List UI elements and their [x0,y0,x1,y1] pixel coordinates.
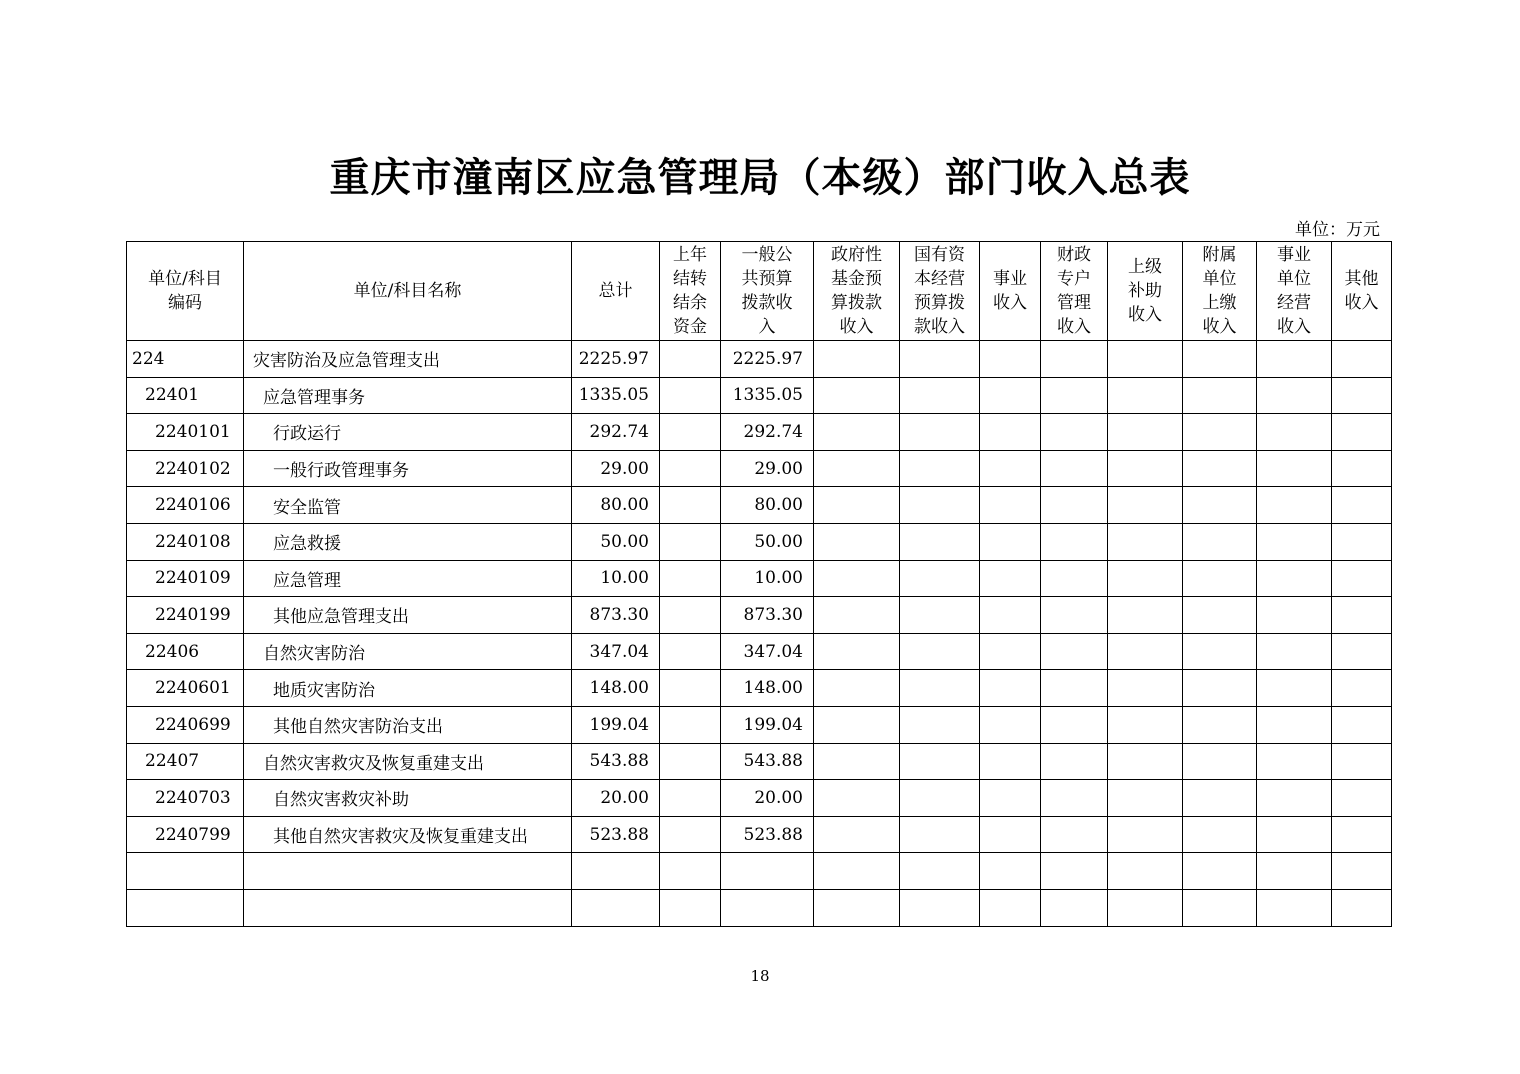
cell-empty [980,633,1041,670]
cell-name: 灾害防治及应急管理支出 [244,341,572,378]
cell-name: 自然灾害救灾补助 [244,780,572,817]
cell-empty [1183,706,1257,743]
cell-carryover [660,853,721,890]
cell-carryover [660,597,721,634]
table-row [127,597,1392,634]
cell-empty [1041,377,1108,414]
header-special-account: 财政 专户 管理 收入 [1041,242,1108,341]
cell-empty [900,706,980,743]
header-total: 总计 [572,242,660,341]
cell-code: 2240199 [127,597,244,634]
cell-empty [900,450,980,487]
cell-empty [1332,889,1392,926]
cell-empty [1108,633,1183,670]
cell-empty [1183,889,1257,926]
header-state-capital: 国有资 本经营 预算拨 款收入 [900,242,980,341]
cell-empty [980,853,1041,890]
cell-code: 22407 [127,743,244,780]
cell-general-budget: 873.30 [721,597,814,634]
header-business-income: 事业 收入 [980,242,1041,341]
cell-empty [1257,414,1332,451]
cell-empty [1041,853,1108,890]
cell-total: 543.88 [572,743,660,780]
table-row [127,743,1392,780]
cell-general-budget: 1335.05 [721,377,814,414]
cell-empty [1108,341,1183,378]
cell-empty [1183,341,1257,378]
cell-general-budget: 2225.97 [721,341,814,378]
table-row [127,780,1392,817]
cell-total: 2225.97 [572,341,660,378]
cell-total: 148.00 [572,670,660,707]
cell-empty [900,780,980,817]
cell-empty [1332,414,1392,451]
cell-empty [1332,341,1392,378]
cell-name: 行政运行 [244,414,572,451]
cell-empty [1041,816,1108,853]
cell-empty [1041,706,1108,743]
header-carryover: 上年 结转 结余 资金 [660,242,721,341]
cell-empty [1108,597,1183,634]
cell-empty [1257,487,1332,524]
cell-empty [900,487,980,524]
cell-empty [1108,670,1183,707]
cell-empty [1041,523,1108,560]
cell-empty [814,597,900,634]
cell-carryover [660,706,721,743]
cell-empty [1332,597,1392,634]
cell-carryover [660,670,721,707]
cell-empty [1257,633,1332,670]
cell-general-budget [721,853,814,890]
table-row [127,853,1392,890]
cell-carryover [660,414,721,451]
cell-total: 292.74 [572,414,660,451]
cell-empty [1108,706,1183,743]
cell-empty [1257,450,1332,487]
cell-empty [1257,816,1332,853]
cell-name: 应急救援 [244,523,572,560]
cell-empty [1257,341,1332,378]
cell-empty [900,816,980,853]
cell-empty [1108,414,1183,451]
cell-empty [980,743,1041,780]
cell-name [244,853,572,890]
cell-empty [980,597,1041,634]
table-row [127,523,1392,560]
cell-empty [1183,487,1257,524]
table-row [127,816,1392,853]
cell-empty [1041,633,1108,670]
header-gov-fund: 政府性 基金预 算拨款 收入 [814,242,900,341]
cell-empty [814,487,900,524]
table-row [127,670,1392,707]
cell-empty [1332,633,1392,670]
table-row [127,341,1392,378]
cell-code: 2240699 [127,706,244,743]
cell-empty [1183,816,1257,853]
cell-empty [1183,377,1257,414]
cell-empty [814,889,900,926]
cell-empty [814,670,900,707]
cell-total: 10.00 [572,560,660,597]
cell-empty [1257,853,1332,890]
cell-carryover [660,743,721,780]
cell-empty [980,414,1041,451]
cell-empty [980,670,1041,707]
table-row [127,706,1392,743]
cell-empty [1332,743,1392,780]
unit-label: 单位：万元 [1295,220,1380,240]
cell-empty [1108,523,1183,560]
cell-empty [900,560,980,597]
cell-name [244,889,572,926]
cell-empty [900,633,980,670]
cell-empty [814,560,900,597]
table-row [127,450,1392,487]
cell-empty [1332,706,1392,743]
cell-empty [900,414,980,451]
cell-empty [814,706,900,743]
cell-empty [1332,450,1392,487]
cell-total: 50.00 [572,523,660,560]
cell-empty [1041,560,1108,597]
cell-general-budget: 50.00 [721,523,814,560]
cell-code: 2240101 [127,414,244,451]
cell-total [572,889,660,926]
header-superior-subsidy: 上级 补助 收入 [1108,242,1183,341]
cell-empty [1041,597,1108,634]
cell-empty [814,341,900,378]
cell-empty [980,450,1041,487]
cell-empty [1108,487,1183,524]
cell-empty [900,377,980,414]
header-unit-operation: 事业 单位 经营 收入 [1257,242,1332,341]
cell-empty [1332,853,1392,890]
cell-carryover [660,560,721,597]
cell-empty [980,706,1041,743]
cell-empty [814,414,900,451]
cell-empty [900,853,980,890]
cell-empty [900,597,980,634]
cell-carryover [660,780,721,817]
cell-empty [1183,597,1257,634]
cell-empty [814,450,900,487]
cell-general-budget: 10.00 [721,560,814,597]
table-row [127,487,1392,524]
cell-empty [1108,889,1183,926]
cell-general-budget: 199.04 [721,706,814,743]
cell-code: 22401 [127,377,244,414]
cell-empty [1108,816,1183,853]
cell-carryover [660,377,721,414]
cell-carryover [660,633,721,670]
table-row [127,889,1392,926]
cell-name: 一般行政管理事务 [244,450,572,487]
cell-empty [814,853,900,890]
cell-empty [1183,560,1257,597]
cell-empty [900,889,980,926]
cell-empty [1183,633,1257,670]
cell-empty [1332,780,1392,817]
cell-code: 2240703 [127,780,244,817]
cell-general-budget: 20.00 [721,780,814,817]
cell-code: 2240601 [127,670,244,707]
cell-general-budget: 80.00 [721,487,814,524]
cell-code [127,853,244,890]
cell-total: 873.30 [572,597,660,634]
cell-empty [1257,780,1332,817]
cell-empty [814,633,900,670]
cell-empty [1332,377,1392,414]
cell-empty [1041,780,1108,817]
cell-general-budget [721,889,814,926]
cell-total: 523.88 [572,816,660,853]
cell-empty [1332,670,1392,707]
cell-total: 20.00 [572,780,660,817]
page-number: 18 [750,967,770,985]
cell-empty [1041,414,1108,451]
cell-total: 29.00 [572,450,660,487]
cell-empty [1257,706,1332,743]
cell-name: 自然灾害救灾及恢复重建支出 [244,743,572,780]
cell-general-budget: 543.88 [721,743,814,780]
cell-carryover [660,487,721,524]
cell-name: 其他自然灾害救灾及恢复重建支出 [244,816,572,853]
cell-code: 2240799 [127,816,244,853]
cell-total: 1335.05 [572,377,660,414]
cell-code: 2240109 [127,560,244,597]
cell-name: 应急管理事务 [244,377,572,414]
cell-empty [1041,450,1108,487]
cell-empty [1257,377,1332,414]
cell-empty [1183,523,1257,560]
cell-empty [900,341,980,378]
cell-empty [1332,523,1392,560]
page-title: 重庆市潼南区应急管理局（本级）部门收入总表 [329,155,1191,201]
cell-name: 其他应急管理支出 [244,597,572,634]
cell-empty [1041,889,1108,926]
cell-empty [1108,450,1183,487]
cell-name: 自然灾害防治 [244,633,572,670]
table-row [127,414,1392,451]
cell-total [572,853,660,890]
cell-empty [980,523,1041,560]
header-affiliated-unit: 附属 单位 上缴 收入 [1183,242,1257,341]
header-general-budget: 一般公 共预算 拨款收 入 [721,242,814,341]
cell-empty [980,816,1041,853]
cell-code: 2240102 [127,450,244,487]
cell-code: 224 [127,341,244,378]
cell-empty [1257,889,1332,926]
cell-general-budget: 29.00 [721,450,814,487]
cell-empty [1108,560,1183,597]
cell-carryover [660,816,721,853]
cell-empty [1108,377,1183,414]
cell-empty [814,523,900,560]
cell-empty [1332,560,1392,597]
table-header-row [127,242,1392,341]
cell-empty [980,487,1041,524]
cell-empty [1183,780,1257,817]
cell-carryover [660,341,721,378]
table-row [127,560,1392,597]
cell-general-budget: 347.04 [721,633,814,670]
cell-empty [1257,743,1332,780]
cell-empty [1183,853,1257,890]
cell-empty [1183,743,1257,780]
cell-name: 应急管理 [244,560,572,597]
cell-empty [1183,670,1257,707]
cell-empty [1183,414,1257,451]
cell-empty [1257,560,1332,597]
cell-general-budget: 292.74 [721,414,814,451]
cell-carryover [660,450,721,487]
cell-empty [980,889,1041,926]
header-name: 单位/科目名称 [244,242,572,341]
cell-empty [1041,670,1108,707]
cell-name: 安全监管 [244,487,572,524]
cell-empty [1108,853,1183,890]
header-code: 单位/科目 编码 [127,242,244,341]
cell-empty [1108,780,1183,817]
cell-empty [900,523,980,560]
cell-code: 22406 [127,633,244,670]
cell-name: 地质灾害防治 [244,670,572,707]
cell-name: 其他自然灾害防治支出 [244,706,572,743]
cell-empty [900,743,980,780]
cell-total: 347.04 [572,633,660,670]
cell-empty [1257,523,1332,560]
cell-code: 2240108 [127,523,244,560]
cell-empty [1332,487,1392,524]
table-row [127,377,1392,414]
cell-empty [1183,450,1257,487]
cell-empty [814,377,900,414]
cell-empty [814,780,900,817]
cell-empty [980,341,1041,378]
income-summary-table [126,241,1392,927]
cell-carryover [660,889,721,926]
cell-empty [1041,487,1108,524]
cell-empty [900,670,980,707]
table-row [127,633,1392,670]
cell-empty [980,560,1041,597]
cell-empty [814,743,900,780]
cell-empty [1332,816,1392,853]
cell-empty [1257,670,1332,707]
cell-total: 199.04 [572,706,660,743]
cell-code [127,889,244,926]
cell-empty [980,377,1041,414]
cell-empty [1257,597,1332,634]
cell-general-budget: 523.88 [721,816,814,853]
cell-general-budget: 148.00 [721,670,814,707]
header-other-income: 其他 收入 [1332,242,1392,341]
cell-empty [980,780,1041,817]
cell-empty [814,816,900,853]
cell-carryover [660,523,721,560]
cell-empty [1041,341,1108,378]
cell-code: 2240106 [127,487,244,524]
cell-empty [1041,743,1108,780]
cell-total: 80.00 [572,487,660,524]
cell-empty [1108,743,1183,780]
table-body [127,341,1392,927]
